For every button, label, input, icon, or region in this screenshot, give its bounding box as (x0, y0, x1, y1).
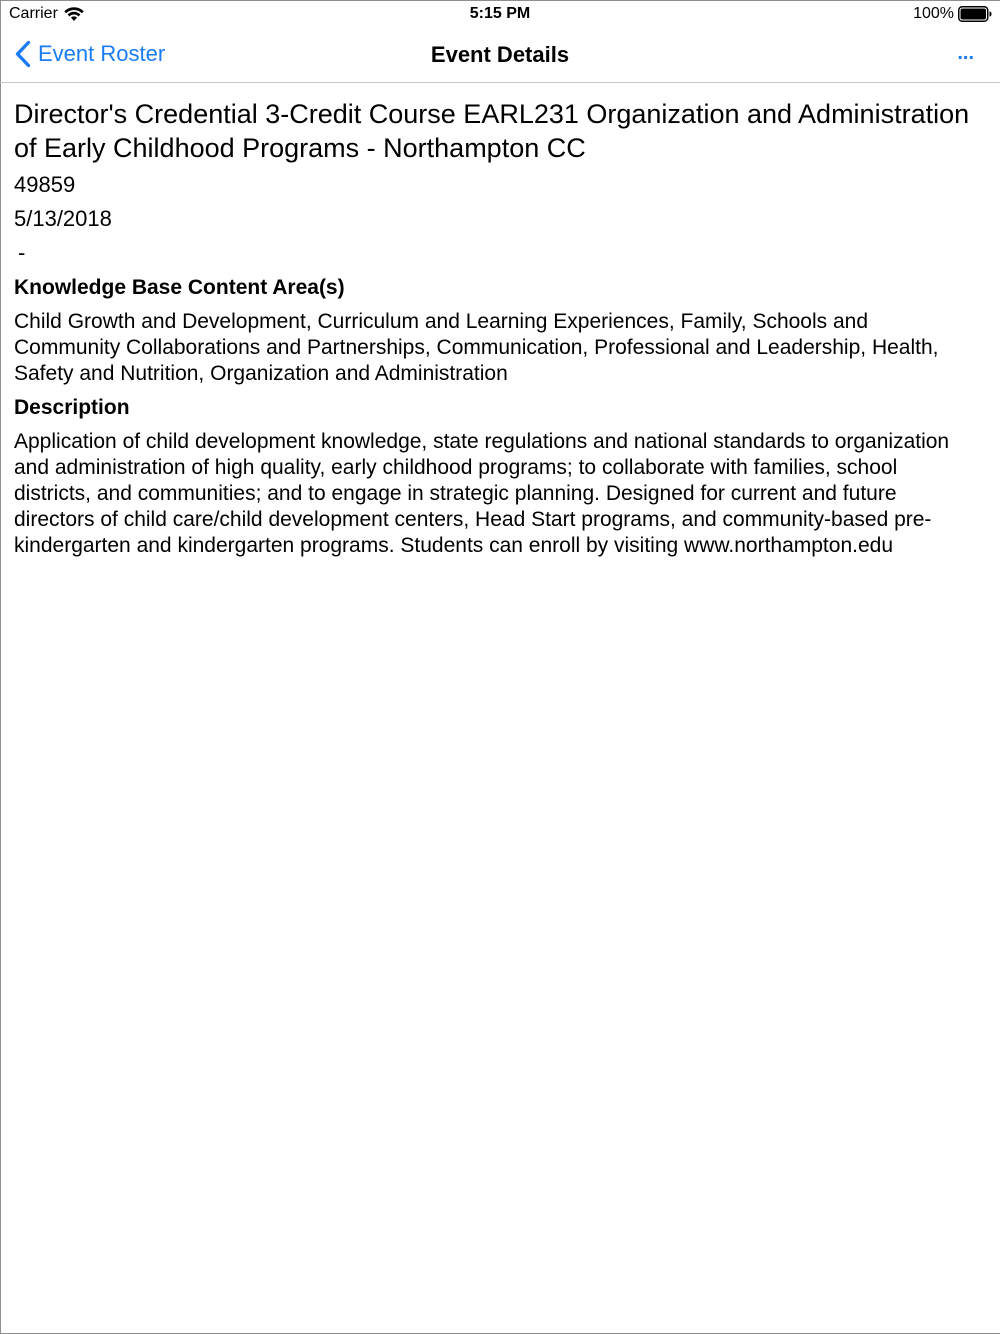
battery-full-icon (958, 6, 992, 22)
carrier-label: Carrier (9, 5, 58, 22)
knowledge-base-areas: Child Growth and Development, Curriculum and Learning Experiences, Family, Schools and Community Collaborations and Partnerships, Communication, Professional and Leadership, Health, Safety and Nutrition, Organization and Administration (14, 310, 939, 385)
knowledge-base-heading: Knowledge Base Content Area(s) (14, 276, 345, 299)
status-time: 5:15 PM (469, 5, 531, 22)
event-date: 5/13/2018 (14, 206, 112, 231)
event-id: 49859 (14, 172, 76, 197)
back-button-label: Event Roster (38, 41, 166, 66)
event-details-content (14, 97, 974, 559)
description-heading: Description (14, 396, 130, 419)
event-time-range: - (18, 240, 26, 265)
battery-indicator (913, 5, 992, 23)
more-options-button[interactable]: ... (957, 42, 974, 64)
battery-percent: 100% (913, 5, 954, 22)
status-bar (0, 0, 1000, 28)
page-title: Event Details (430, 42, 570, 67)
chevron-left-icon (14, 40, 32, 68)
back-button[interactable] (14, 40, 165, 68)
navigation-bar (0, 28, 1000, 83)
event-title: Director's Credential 3-Credit Course EARL231 Organization and Administration of Early Childhood Programs - Northampton CC (14, 99, 970, 163)
description-text: Application of child development knowledge, state regulations and national standards to organization and administration of high quality, early childhood programs; to collaborate with families, school districts, and communities; and to engage in strategic planning. Designed for current and future directors of child care/child development centers, Head Start programs, and community-based pre-kindergarten and kindergarten programs. Students can enroll by visiting www.northampton.edu (14, 430, 950, 557)
